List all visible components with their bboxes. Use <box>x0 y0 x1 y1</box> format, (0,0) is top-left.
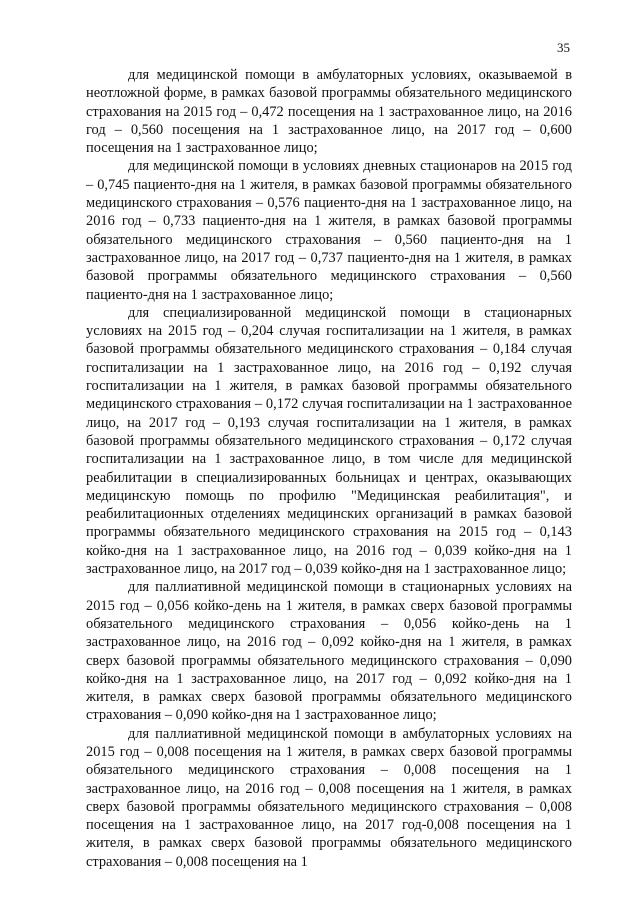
paragraph-specialized-inpatient: для специализированной медицинской помощи в стационарных условиях на 2015 год – 0,204 случая госпитализации на 1 жителя, в рамках базовой программы обязательного медицинского страхования – 0,184 случая госпитализации на 1 застрахованное лицо, на 2016 год – 0,192 случая госпитализации на 1 жителя, в рамках базовой программы обязательного медицинского страхования – 0,172 случая госпитализации на 1 застрахованное лицо, на 2017 год – 0,193 случая госпитализации на 1 жителя, в рамках базовой программы обязательного медицинского страхования – 0,172 случая госпитализации на 1 застрахованное лицо, в том числе для медицинской реабилитации в специализированных больницах и центрах, оказывающих медицинскую помощь по профилю "Медицинская реабилитация", и реабилитационных отделениях медицинских организаций в рамках базовой программы обязательного медицинского страхования на 2015 год – 0,143 койко-дня на 1 застрахованное лицо, на 2016 год – 0,039 койко-дня на 1 застрахованное лицо, на 2017 год – 0,039 койко-дня на 1 застрахованное лицо; <box>86 304 572 578</box>
paragraph-day-hospital: для медицинской помощи в условиях дневных стационаров на 2015 год – 0,745 пациенто-дня на 1 жителя, в рамках базовой программы обязательного медицинского страхования – 0,576 пациенто-дня на 1 застрахованное лицо, на 2016 год – 0,733 пациенто-дня на 1 жителя, в рамках базовой программы обязательного медицинского страхования – 0,560 пациенто-дня на 1 застрахованное лицо, на 2017 год – 0,737 пациенто-дня на 1 жителя, в рамках базовой программы обязательного медицинского страхования – 0,560 пациенто-дня на 1 застрахованное лицо; <box>86 158 572 303</box>
paragraph-palliative-inpatient: для паллиативной медицинской помощи в стационарных условиях на 2015 год – 0,056 койко-день на 1 жителя, в рамках сверх базовой программы обязательного медицинского страхования – 0,056 койко-день на 1 застрахованное лицо, на 2016 год – 0,092 койко-дня на 1 жителя, в рамках сверх базовой программы обязательного медицинского страхования – 0,090 койко-дня на 1 застрахованное лицо, на 2017 год – 0,092 койко-дня на 1 жителя, в рамках сверх базовой программы обязательного медицинского страхования – 0,090 койко-дня на 1 застрахованное лицо; <box>86 579 572 724</box>
paragraph-emergency-outpatient: для медицинской помощи в амбулаторных условиях, оказываемой в неотложной форме, в рамках базовой программы обязательного медицинского страхования на 2015 год – 0,472 посещения на 1 застрахованное лицо, на 2016 год – 0,560 посещения на 1 застрахованное лицо, на 2017 год – 0,600 посещения на 1 застрахованное лицо; <box>86 67 572 157</box>
document-body <box>86 66 572 871</box>
page-number: 35 <box>557 40 570 55</box>
paragraph-palliative-outpatient: для паллиативной медицинской помощи в амбулаторных условиях на 2015 год – 0,008 посещения на 1 жителя, в рамках сверх базовой программы обязательного медицинского страхования – 0,008 посещения на 1 застрахованное лицо, на 2016 год – 0,008 посещения на 1 жителя, в рамках сверх базовой программы обязательного медицинского страхования – 0,008 посещения на 1 застрахованное лицо, на 2017 год-0,008 посещения на 1 жителя, в рамках сверх базовой программы обязательного медицинского страхования – 0,008 посещения на 1 <box>86 725 572 870</box>
